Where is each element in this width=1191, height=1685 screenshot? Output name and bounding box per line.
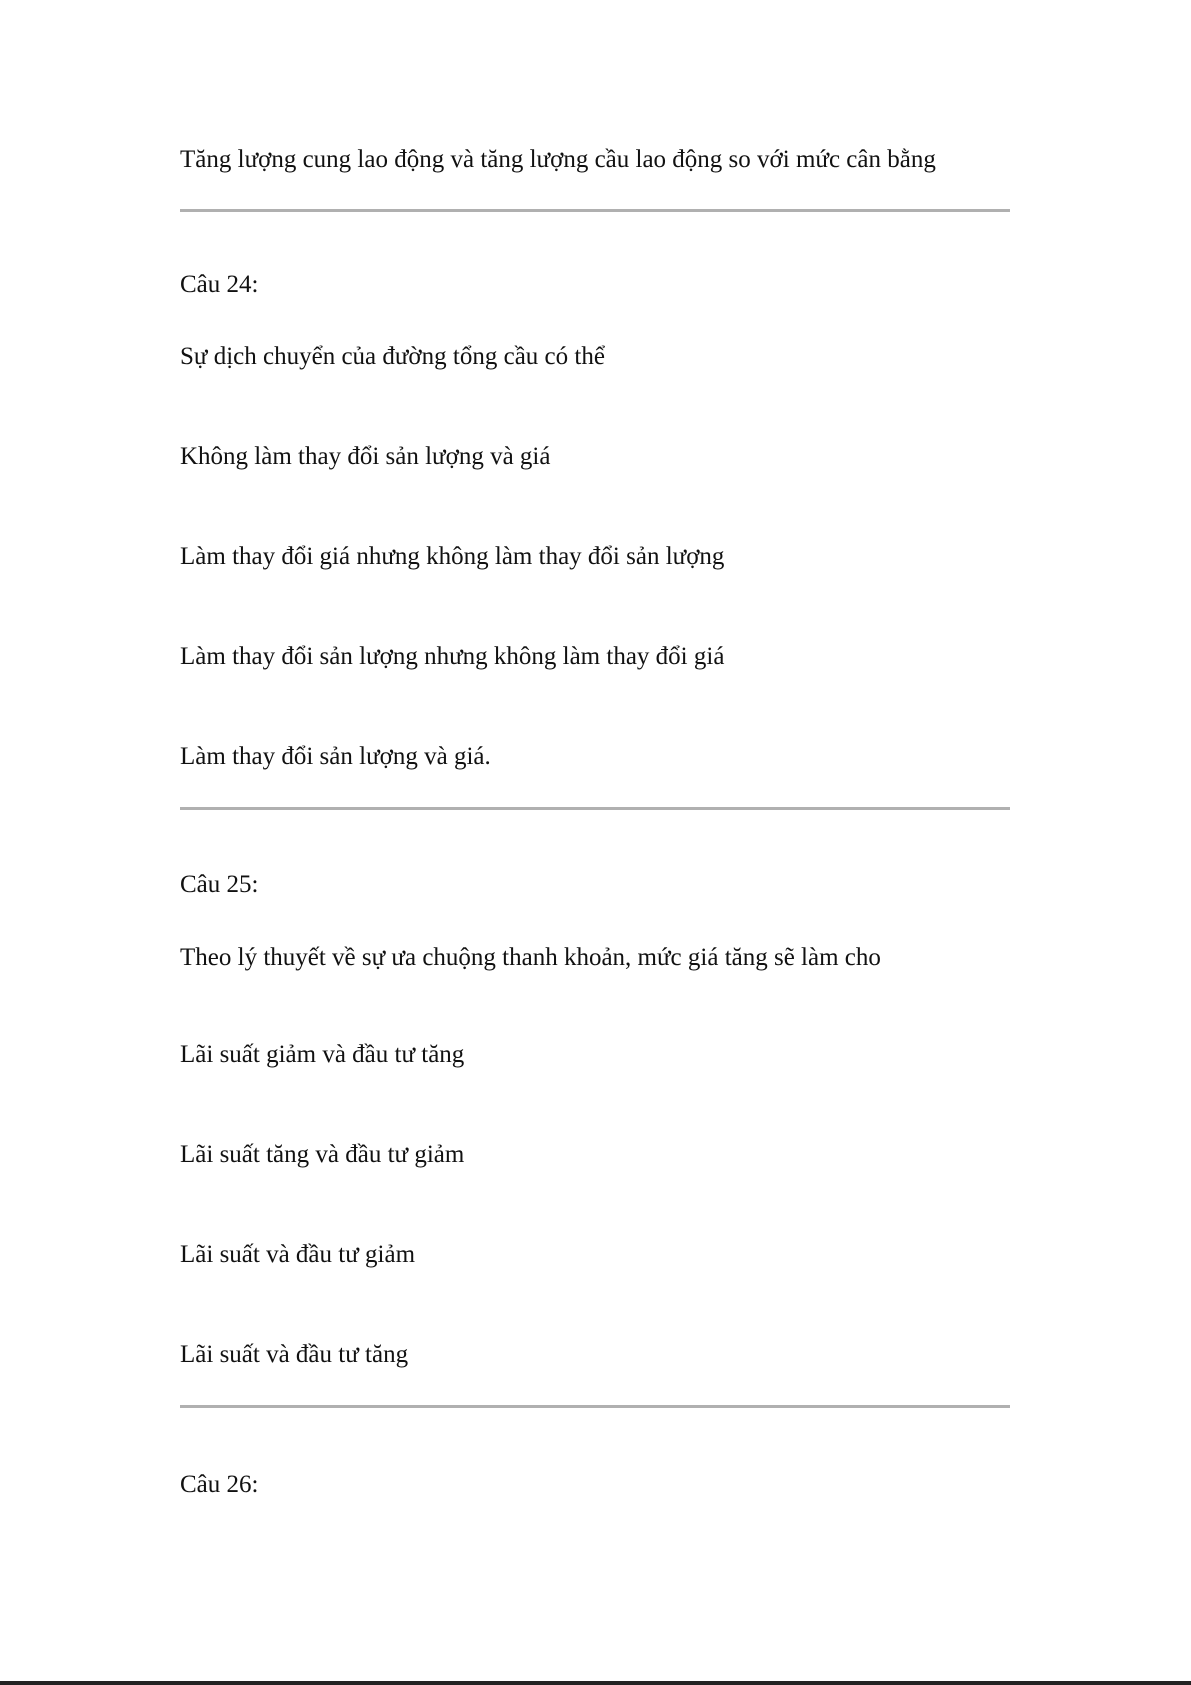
question-24-option-4: Làm thay đổi sản lượng và giá. [180,743,491,770]
question-24-label: Câu 24: [180,271,259,298]
question-25-option-1: Lãi suất giảm và đầu tư tăng [180,1041,465,1068]
question-25-option-4: Lãi suất và đầu tư tăng [180,1341,409,1368]
question-24-option-2: Làm thay đổi giá nhưng không làm thay đổi sản lượng [180,543,725,570]
question-26-label: Câu 26: [180,1471,259,1498]
previous-answer-option: Tăng lượng cung lao động và tăng lượng cầu lao động so với mức cân bằng [180,146,936,173]
question-25-option-2: Lãi suất tăng và đầu tư giảm [180,1141,465,1168]
question-25-prompt: Theo lý thuyết về sự ưa chuộng thanh khoản, mức giá tăng sẽ làm cho [180,944,881,971]
question-25-option-3: Lãi suất và đầu tư giảm [180,1241,416,1268]
question-divider [180,807,1010,810]
question-24-prompt: Sự dịch chuyển của đường tổng cầu có thể [180,343,605,370]
question-25-label: Câu 25: [180,871,259,898]
page-bottom-edge [0,1681,1191,1685]
question-divider [180,209,1010,212]
question-24-option-1: Không làm thay đổi sản lượng và giá [180,443,551,470]
question-24-option-3: Làm thay đổi sản lượng nhưng không làm thay đổi giá [180,643,725,670]
question-divider [180,1405,1010,1408]
